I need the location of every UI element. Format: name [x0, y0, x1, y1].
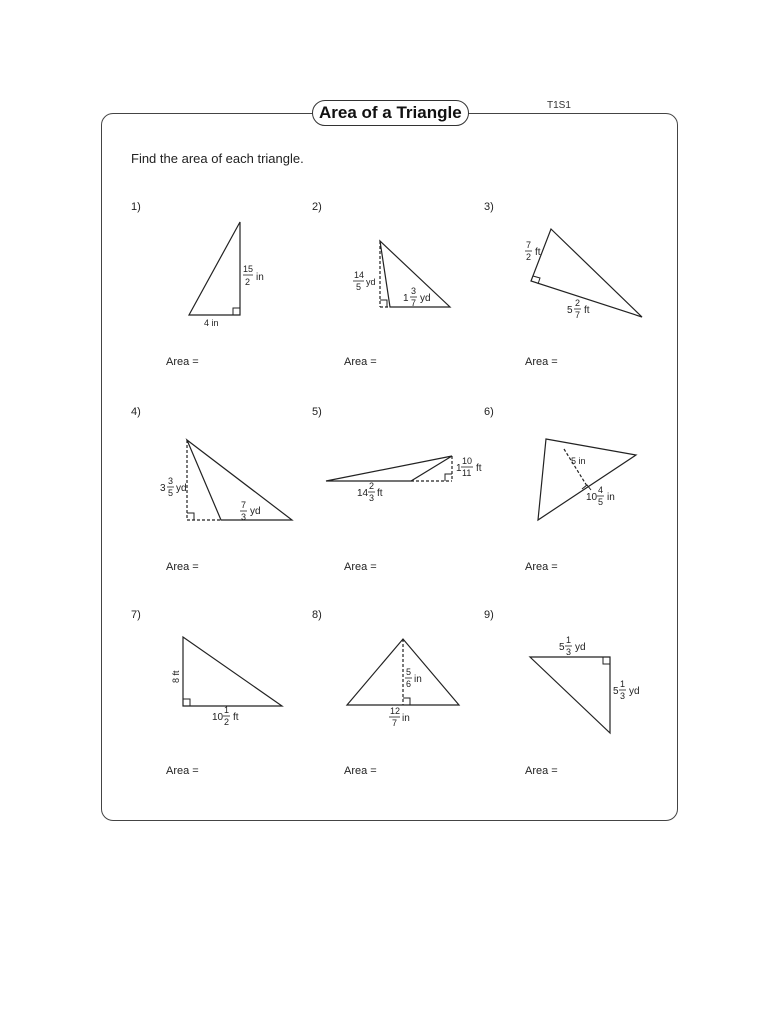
- problem-3-number: 3): [484, 201, 494, 213]
- triangle-2-base-unit: yd: [420, 293, 431, 304]
- area-answer-1: Area =: [166, 356, 199, 368]
- area-answer-7: Area =: [166, 765, 199, 777]
- triangle-4-height-whole: 3: [160, 483, 166, 494]
- problem-2-number: 2): [312, 201, 322, 213]
- area-answer-3: Area =: [525, 356, 558, 368]
- triangle-3-height-unit: ft: [535, 247, 541, 258]
- triangle-1-base-label: 4 in: [204, 318, 219, 328]
- problem-9-number: 9): [484, 609, 494, 621]
- triangle-4-height-numerator: 3: [168, 476, 174, 486]
- triangle-3-height-denominator: 2: [526, 252, 532, 262]
- triangle-6: [538, 439, 636, 520]
- area-answer-5: Area =: [344, 561, 377, 573]
- worksheet-code: T1S1: [547, 100, 571, 111]
- triangle-2-height-numerator: 14: [354, 270, 365, 280]
- triangle-9-top-unit: yd: [575, 642, 586, 653]
- area-answer-6: Area =: [525, 561, 558, 573]
- triangle-4-base-denominator: 3: [241, 512, 247, 522]
- triangle-9-side-numerator: 1: [620, 679, 626, 689]
- area-answer-2: Area =: [344, 356, 377, 368]
- triangle-2-base-whole: 1: [403, 293, 409, 304]
- triangle-4: [160, 440, 292, 522]
- triangle-9-side-whole: 5: [613, 686, 619, 697]
- problem-1-number: 1): [131, 201, 141, 213]
- triangle-9-side-denominator: 3: [620, 691, 626, 701]
- triangle-6-height-label: 5 in: [571, 456, 586, 466]
- triangle-3-base-whole: 5: [567, 305, 573, 316]
- triangle-8-base-numerator: 12: [390, 706, 401, 716]
- triangle-7-base-whole: 10: [212, 712, 224, 723]
- triangle-3-base-denominator: 7: [575, 310, 581, 320]
- triangle-1-height-denominator: 2: [245, 277, 251, 287]
- triangle-4-base-unit: yd: [250, 506, 261, 517]
- triangle-9-top-numerator: 1: [566, 635, 572, 645]
- triangle-9-top-whole: 5: [559, 642, 565, 653]
- problem-8-number: 8): [312, 609, 322, 621]
- problem-7-number: 7): [131, 609, 141, 621]
- triangle-2-base-denominator: 7: [411, 298, 417, 308]
- triangle-1-height-unit: in: [256, 272, 264, 283]
- problem-6-number: 6): [484, 406, 494, 418]
- triangle-4-height-unit: yd: [176, 483, 187, 494]
- triangle-5-base-denominator: 3: [369, 493, 375, 503]
- triangle-6-base-unit: in: [607, 492, 615, 503]
- triangle-8-height-unit: in: [414, 674, 422, 685]
- triangle-1-height-numerator: 15: [243, 264, 254, 274]
- triangle-6-base-whole: 10: [586, 492, 598, 503]
- triangle-2-height-unit: yd: [366, 277, 376, 287]
- problem-4-number: 4): [131, 406, 141, 418]
- triangle-6-base-denominator: 5: [598, 497, 604, 507]
- triangle-8-height-numerator: 5: [406, 667, 412, 677]
- triangle-5-base-unit: ft: [377, 488, 383, 499]
- triangle-6-base-numerator: 4: [598, 485, 604, 495]
- triangle-2-height-denominator: 5: [356, 282, 362, 292]
- triangle-3-height-numerator: 7: [526, 240, 532, 250]
- triangle-8-height-denominator: 6: [406, 679, 412, 689]
- triangle-8-base-denominator: 7: [392, 718, 398, 728]
- triangle-3-base-numerator: 2: [575, 298, 581, 308]
- triangle-7-base-denominator: 2: [224, 717, 230, 727]
- instructions: Find the area of each triangle.: [131, 151, 304, 166]
- triangle-7: [171, 637, 282, 727]
- triangle-2: [353, 241, 450, 308]
- triangle-7-height-label: 8 ft: [171, 670, 181, 683]
- area-answer-4: Area =: [166, 561, 199, 573]
- triangle-5-base-whole: 14: [357, 488, 369, 499]
- triangle-1: [189, 222, 264, 328]
- triangle-9: [530, 635, 640, 733]
- area-answer-8: Area =: [344, 765, 377, 777]
- triangle-4-height-denominator: 5: [168, 488, 174, 498]
- triangle-5: [326, 456, 482, 503]
- triangle-5-height-numerator: 10: [462, 456, 473, 466]
- triangle-3: [525, 229, 642, 320]
- area-answer-9: Area =: [525, 765, 558, 777]
- triangle-2-base-numerator: 3: [411, 286, 417, 296]
- triangle-5-base-numerator: 2: [369, 481, 375, 491]
- triangle-4-base-numerator: 7: [241, 500, 247, 510]
- triangle-9-top-denominator: 3: [566, 647, 572, 657]
- triangle-8: [347, 639, 459, 728]
- triangle-5-height-unit: ft: [476, 463, 482, 474]
- triangle-9-side-unit: yd: [629, 686, 640, 697]
- triangle-5-height-whole: 1: [456, 463, 462, 474]
- page-title: Area of a Triangle: [312, 100, 469, 126]
- triangle-5-height-denominator: 11: [462, 468, 472, 478]
- triangle-3-base-unit: ft: [584, 305, 590, 316]
- triangle-7-base-numerator: 1: [224, 705, 230, 715]
- problem-5-number: 5): [312, 406, 322, 418]
- triangle-8-base-unit: in: [402, 713, 410, 724]
- triangle-7-base-unit: ft: [233, 712, 239, 723]
